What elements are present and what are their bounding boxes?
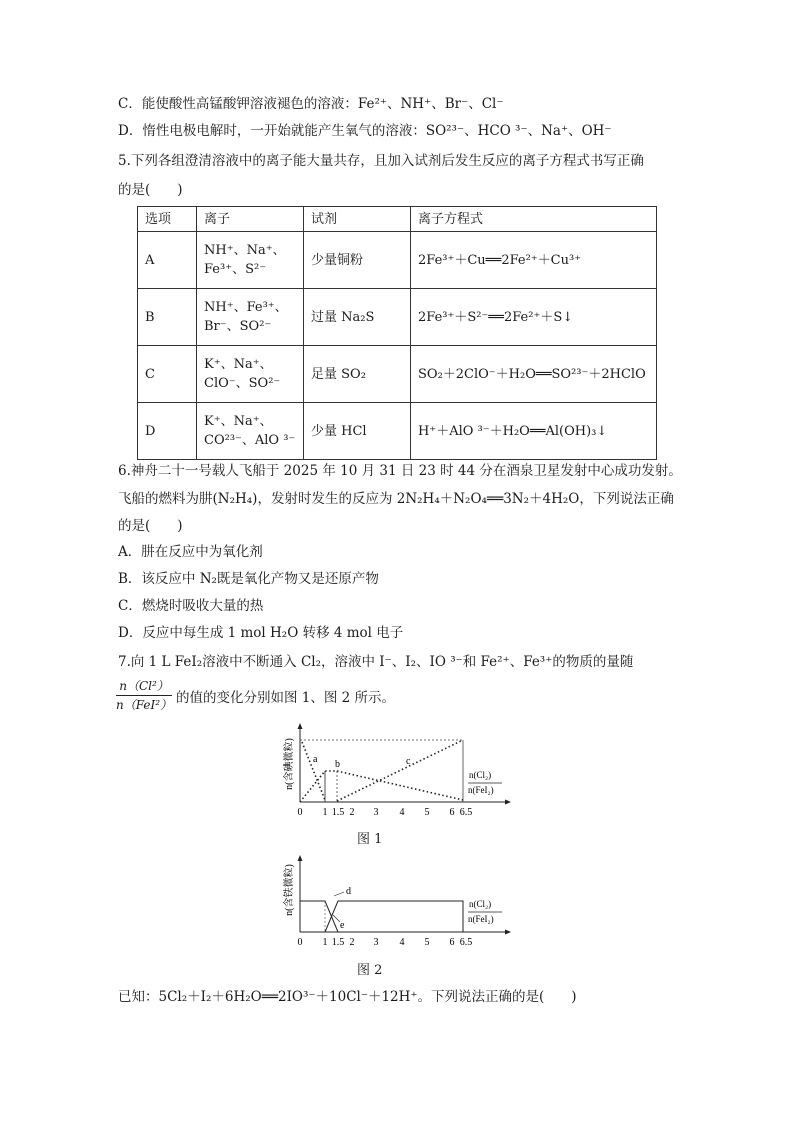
table-row <box>138 346 657 403</box>
fig1-y-label: n(含碘微粒) <box>284 738 295 790</box>
ions-line1: K⁺、Na⁺、 <box>204 357 273 372</box>
ions-line1: K⁺、Na⁺、 <box>204 414 273 429</box>
fig1-xtick: 2 <box>349 807 355 818</box>
header-option: 选项 <box>138 207 197 232</box>
fig1-xtick: 5 <box>424 807 430 818</box>
fig1-curve-a-rise <box>300 771 337 802</box>
row-reagent: 少量铜粉 <box>304 232 411 289</box>
fig1-label-a: a <box>313 754 318 765</box>
table-row <box>138 403 657 460</box>
question-7-line2: 的值的变化分别如图 1、图 2 所示。 <box>176 690 396 706</box>
fig2-x-frac-num: n(Cl₂) <box>469 899 492 909</box>
known-equation-line: 已知：5Cl₂＋I₂＋6H₂O══2IO³⁻＋10Cl⁻＋12H⁺。下列说法正确的是( ) <box>118 989 577 1005</box>
table-row <box>138 289 657 346</box>
question-6-option-b: B．该反应中 N₂既是氧化产物又是还原产物 <box>118 571 379 587</box>
fig2-leader-d <box>334 892 344 896</box>
question-6-line3: 的是( ) <box>118 518 183 534</box>
option-c-q4: C．能使酸性高锰酸钾溶液褪色的溶液：Fe²⁺、NH⁺、Br⁻、Cl⁻ <box>118 96 504 112</box>
question-6-option-c: C．燃烧时吸收大量的热 <box>118 598 264 614</box>
fig1-label-c: c <box>406 756 411 767</box>
fig2-xtick: 0 <box>297 937 303 948</box>
fig2-label-e: e <box>340 920 345 931</box>
table-row <box>138 232 657 289</box>
ions-line2: Fe³⁺、S²⁻ <box>204 262 267 277</box>
question-6-line1: 6.神舟二十一号载人飞船于 2025 年 10 月 31 日 23 时 44 分在酒泉卫星发射中心成功发射。 <box>118 463 682 479</box>
question-5-line2: 的是( ) <box>118 182 183 198</box>
row-ions <box>197 403 304 460</box>
figure-2-chart <box>280 852 520 952</box>
fig2-x-frac-den: n(FeI₂) <box>468 914 494 924</box>
fig1-y-arrow <box>298 723 303 729</box>
header-ions: 离子 <box>197 207 304 232</box>
row-equation: 2Fe³⁺＋Cu══2Fe²⁺＋Cu³⁺ <box>411 232 657 289</box>
fig2-curve-fe2 <box>300 901 338 932</box>
question-6-option-a: A．肼在反应中为氧化剂 <box>118 544 263 560</box>
fig2-curve-fe3 <box>325 901 463 932</box>
fig1-x-frac-num: n(Cl₂) <box>469 770 492 780</box>
fig1-x-arrow <box>505 800 511 805</box>
figure-1-caption: 图 1 <box>357 832 383 847</box>
row-ions <box>197 289 304 346</box>
question-7-line1: 7.向 1 L FeI₂溶液中不断通入 Cl₂，溶液中 I⁻、I₂、IO ³⁻和 Fe²⁺、Fe³⁺的物质的量随 <box>118 654 634 670</box>
row-reagent: 少量 HCl <box>304 403 411 460</box>
question-6-option-d: D．反应中每生成 1 mol H₂O 转移 4 mol 电子 <box>118 625 404 641</box>
fig2-leader-e <box>333 915 340 922</box>
fig2-x-arrow <box>505 930 511 935</box>
ions-line1: NH⁺、Na⁺、 <box>204 243 286 258</box>
fig2-label-d: d <box>346 886 351 897</box>
fig2-xtick: 3 <box>373 937 379 948</box>
fig2-xtick: 2 <box>349 937 355 948</box>
question-5-line1: 5.下列各组澄清溶液中的离子能大量共存，且加入试剂后发生反应的离子方程式书写正确 <box>118 153 644 169</box>
option-d-q4: D．惰性电极电解时，一开始就能产生氧气的溶液：SO²³⁻、HCO ³⁻、Na⁺、OH⁻ <box>118 123 612 139</box>
row-equation: H⁺＋AlO ³⁻＋H₂O══Al(OH)₃↓ <box>411 403 657 460</box>
fig1-curve-c-rise <box>337 740 463 801</box>
ions-line2: CO²³⁻、AlO ³⁻ <box>204 433 296 448</box>
fig1-xtick: 3 <box>373 807 379 818</box>
row-option: A <box>138 232 197 289</box>
row-option: C <box>138 346 197 403</box>
row-option: B <box>138 289 197 346</box>
fig1-xtick: 6 <box>449 807 455 818</box>
fraction-numerator: n（Cl²） <box>116 677 172 696</box>
fig2-xtick: 4 <box>399 937 405 948</box>
row-equation: 2Fe³⁺＋S²⁻══2Fe²⁺＋S↓ <box>411 289 657 346</box>
row-option: D <box>138 403 197 460</box>
ratio-fraction <box>116 677 172 713</box>
ions-line2: ClO⁻、SO²⁻ <box>204 376 281 391</box>
fig2-xtick: 5 <box>424 937 430 948</box>
row-ions <box>197 232 304 289</box>
ions-line1: NH⁺、Fe³⁺、 <box>204 300 288 315</box>
row-reagent: 过量 Na₂S <box>304 289 411 346</box>
figure-2-caption: 图 2 <box>357 963 383 978</box>
figure-1-chart <box>280 720 520 820</box>
ions-line2: Br⁻、SO²⁻ <box>204 319 272 334</box>
fig1-curve-b-fall <box>337 771 463 800</box>
fig2-y-arrow <box>298 855 303 861</box>
question-6-line2: 飞船的燃料为肼(N₂H₄)，发射时发生的反应为 2N₂H₄＋N₂O₄══3N₂＋4H₂O，下列说法正确 <box>118 491 674 507</box>
fig1-xtick: 4 <box>399 807 405 818</box>
fig1-curve-iodide <box>302 742 325 800</box>
fig1-xtick: 1 <box>322 807 328 818</box>
row-equation: SO₂＋2ClO⁻＋H₂O══SO²³⁻＋2HClO <box>411 346 657 403</box>
fig1-xtick: 1.5 <box>331 807 345 818</box>
fig2-y-label: n(含铁微粒) <box>284 864 295 916</box>
fig1-label-b: b <box>335 759 340 770</box>
fig1-xtick: 0 <box>297 807 303 818</box>
fig1-xtick: 6.5 <box>459 807 473 818</box>
header-reagent: 试剂 <box>304 207 411 232</box>
table-header-row <box>138 207 657 232</box>
fig1-x-frac-den: n(FeI₂) <box>468 785 494 795</box>
header-equation: 离子方程式 <box>411 207 657 232</box>
fig2-xtick: 1 <box>322 937 328 948</box>
question-5-table <box>137 206 657 460</box>
fraction-denominator: n（FeI²） <box>116 698 173 712</box>
row-reagent: 足量 SO₂ <box>304 346 411 403</box>
fig2-xtick: 6 <box>449 937 455 948</box>
row-ions <box>197 346 304 403</box>
fig2-xtick: 1.5 <box>331 937 345 948</box>
fig2-xtick: 6.5 <box>459 937 473 948</box>
